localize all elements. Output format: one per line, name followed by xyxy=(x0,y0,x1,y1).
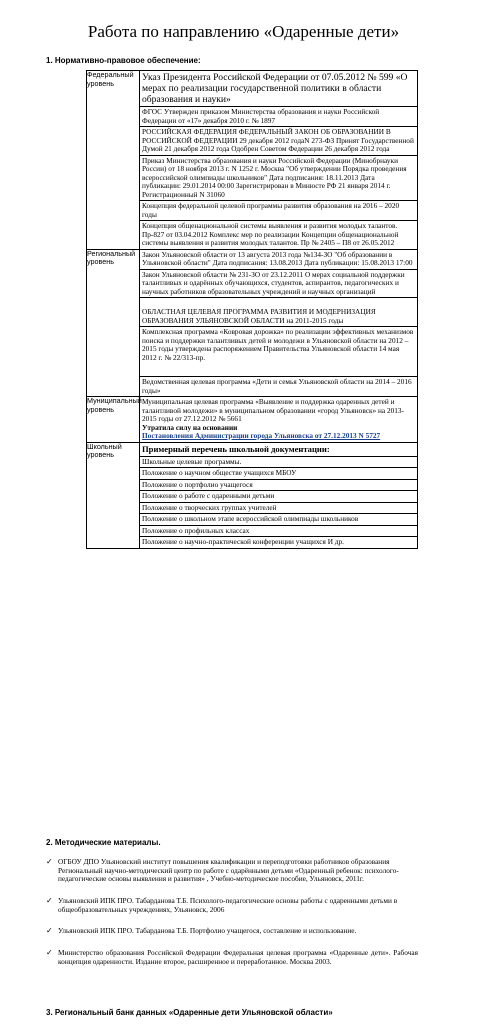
school-item: Положение о научно-практической конференции учащихся И др. xyxy=(142,537,344,546)
check-icon: ✓ xyxy=(46,896,53,905)
level-regional: Региональный уровень xyxy=(87,249,140,397)
table-row-school xyxy=(87,442,418,548)
material-item: ✓ Министерство образования Российской Федерации Федеральная целевая программа «Одаренные дети». Рабочая концепция одаренности. Издание второе, расширенное и переработанное. Москва 2003. xyxy=(46,948,418,966)
check-icon: ✓ xyxy=(46,857,53,866)
regional-item: Комплексная программа «Ковровая дорожка» по реализации эффективных механизмов поиска и поддержки талантливых детей и молодежи в Ульяновской области на 2012 – 2015 годы утверждена распоряжением Правительства Ульяновской области 14 мая 2012 г. № 22/313-пр. xyxy=(140,327,417,377)
school-item: Положение о профильных классах xyxy=(140,526,417,538)
federal-item: РОССИЙСКАЯ ФЕДЕРАЦИЯ ФЕДЕРАЛЬНЫЙ ЗАКОН ОБ ОБРАЗОВАНИИ В РОССИЙСКОЙ ФЕДЕРАЦИИ 29 декабря 2012 годаN 273-ФЗ Принят Государственной Думой 21 декабря 2012 года Одобрен Советом Федерации 26 декабря 2012 года xyxy=(140,127,417,156)
regional-cell xyxy=(140,249,418,397)
regional-item: Закон Ульяновской области № 231-ЗО от 23.12.2011 О мерах социальной поддержки талантливых и одарённых обучающихся, студентов, аспирантов, педагогических и научных работников образовательных учреждений и научных организаций xyxy=(140,270,417,299)
school-heading: Примерный перечень школьной документации: xyxy=(140,443,417,457)
regional-item: Ведомственная целевая программа «Дети и семья Ульяновской области на 2014 – 2016 годы» xyxy=(142,377,412,395)
school-item: Положение о научном обществе учащихся МБОУ xyxy=(140,468,417,480)
level-municipal: Муниципальный уровень xyxy=(87,397,140,443)
legal-table xyxy=(86,70,418,549)
level-federal: Федеральный уровень xyxy=(87,71,140,250)
material-item: ✓ ОГБОУ ДПО Ульяновский институт повышения квалификации и переподготовки работников образования Региональный научно-методический центр по работе с одарёнными детьми «Одаренный ребенок: психолого-педагогические основы выявления и развития» , Учебно-методическое пособие, Ульяновск, 2011г. xyxy=(46,857,399,884)
municipal-item: Муниципальная целевая программа «Выявление и поддержка одаренных детей и талантливой молодежи» в муниципальном образовании «город Ульяновск» на 2013-2015 годы от 27.12.2012 № 5661 xyxy=(142,397,404,423)
table-row-municipal xyxy=(87,397,418,443)
regional-item: Закон Ульяновской области от 13 августа 2013 года №134-ЗО "Об образовании в Ульяновской области" Дата подписания: 13.08.2013 Дата публикации: 15.08.2013 17:00 xyxy=(140,250,417,270)
material-item: ✓ Ульяновский ИПК ПРО. Табарданова Т.Б. Психолого-педагогические основы работы с одаренными детьми в общеобразовательных учреждениях, Ульяновск, 2006 xyxy=(46,896,398,914)
federal-cell xyxy=(140,71,418,250)
check-icon: ✓ xyxy=(46,948,53,957)
federal-item: Концепция общенациональной системы выявления и развития молодых талантов. Пр-827 от 03.04.2012 Комплекс мер по реализации Концепции общенациональной системы выявления и развития молодых талантов. Пр № 2405 – П8 от 26.05.2012 xyxy=(142,221,399,247)
municipal-decree-link[interactable]: Постановления Администрации города Ульяновска от 27.12.2013 N 5727 xyxy=(142,431,381,440)
school-item: Школьные целевые программы. xyxy=(140,457,417,469)
check-icon: ✓ xyxy=(46,926,53,935)
regional-item: ОБЛАСТНАЯ ЦЕЛЕВАЯ ПРОГРАММА РАЗВИТИЯ И МОДЕРНИЗАЦИЯ ОБРАЗОВАНИЯ УЛЬЯНОВСКОЙ ОБЛАСТИ на 2011-2015 годы xyxy=(140,298,417,327)
municipal-cell xyxy=(140,397,418,443)
material-item: ✓ Ульяновский ИПК ПРО. Табарданова Т.Б. Портфолио учащегося, составление и использование. xyxy=(46,926,357,935)
level-school: Школьный уровень xyxy=(87,442,140,548)
school-item: Положение о школьном этапе всероссийской олимпиады школьников xyxy=(140,514,417,526)
school-item: Положение о работе с одаренными детьми xyxy=(140,491,417,503)
school-item: Положение о творческих группах учителей xyxy=(140,503,417,515)
federal-item: Указ Президента Российской Федерации от 07.05.2012 № 599 «О мерах по реализации государственной политики в области образования и науки» xyxy=(140,71,417,107)
municipal-lost-force: Утратила силу на основании xyxy=(142,422,238,432)
section-heading-materials: 2. Методические материалы. xyxy=(46,838,161,847)
school-item: Положение о портфолио учащегося xyxy=(140,480,417,492)
section-heading-databank: 3. Региональный банк данных «Одаренные дети Ульяновской области» xyxy=(46,1008,333,1017)
table-row-federal xyxy=(87,71,418,250)
section-heading-legal: 1. Нормативно-правовое обеспечение: xyxy=(46,56,201,65)
school-cell xyxy=(140,442,418,548)
page-title: Работа по направлению «Одаренные дети» xyxy=(87,22,400,41)
federal-item: Приказ Министерства образования и науки Российской Федерации (Минобрнауки России) от 18 ноября 2013 г. N 1252 г. Москва "Об утверждении Порядка проведения всероссийской олимпиады школьников" Дата подписания: 18.11.2013 Дата публикации: 29.01.2014 00:00 Зарегистрирован в Минюсте РФ 21 января 2014 г. Регистрационный N 31060 xyxy=(140,156,417,202)
table-row-regional xyxy=(87,249,418,397)
federal-item: Концепция федеральной целевой программы развития образования на 2016 – 2020 годы xyxy=(140,201,417,221)
federal-item: ФГОС Утвержден приказом Министерства образования и науки Российской Федерации от «17» декабря 2010 г. № 1897 xyxy=(140,107,417,127)
